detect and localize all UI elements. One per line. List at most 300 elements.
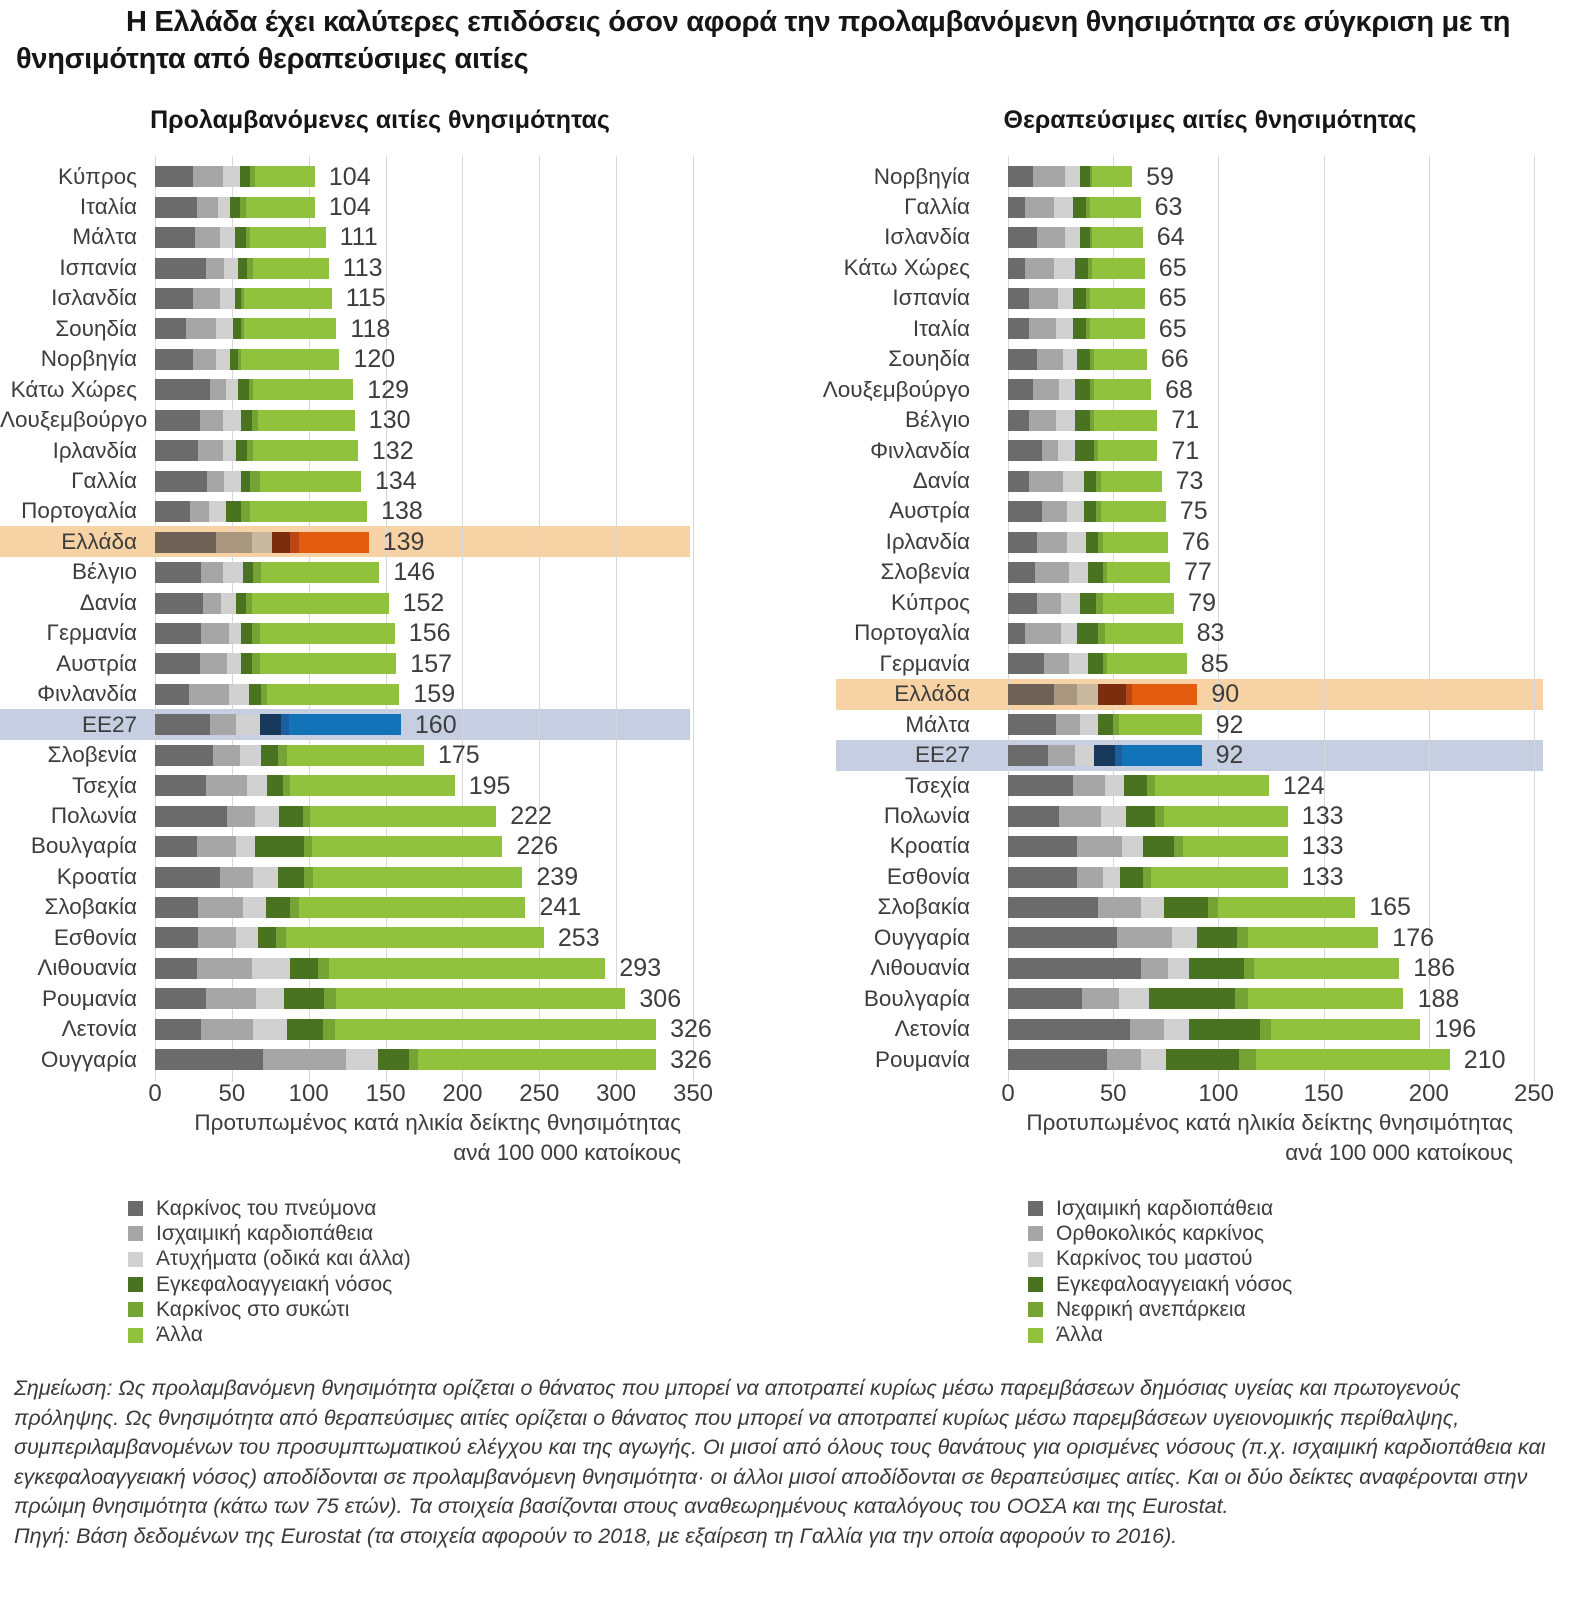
legend-label: Άλλα (1056, 1323, 1103, 1347)
country-label: Γαλλία (71, 468, 137, 493)
bar-segment (318, 958, 329, 979)
bar-value-label: 239 (536, 862, 579, 891)
country-label: Αυστρία (889, 498, 970, 524)
bar-segment (324, 988, 336, 1009)
bar-segment (1048, 745, 1075, 766)
country-label: Λιθουανία (870, 955, 970, 981)
bar-segment (1260, 1019, 1271, 1040)
bar-segment (198, 897, 243, 918)
bar-value-label: 66 (1160, 345, 1189, 374)
bar-segment (155, 532, 216, 553)
bar-segment (189, 684, 229, 705)
bar-segment (250, 227, 325, 248)
legend-label: Καρκίνος του μαστού (1056, 1247, 1253, 1271)
bar-segment (155, 806, 227, 827)
bar-segment (1008, 836, 1077, 857)
bar-segment (1044, 653, 1069, 674)
country-label: Λουξεμβούργο (0, 407, 148, 433)
bar-segment (290, 958, 318, 979)
legend-swatch-icon (1028, 1277, 1043, 1292)
legend-item (128, 1247, 411, 1272)
bar-row (1008, 258, 1145, 279)
bar-segment (1082, 988, 1120, 1009)
bar-segment (260, 471, 361, 492)
country-label: Ισλανδία (51, 285, 137, 311)
bar-segment (1056, 318, 1073, 339)
bar-segment (241, 623, 252, 644)
bar-segment (261, 745, 278, 766)
bar-segment (250, 471, 259, 492)
country-label: Σουηδία (888, 346, 970, 372)
country-label: Μάλτα (72, 224, 137, 250)
bar-row (1008, 653, 1187, 674)
legend-swatch-icon (1028, 1201, 1043, 1216)
x-tick-100: 100 (288, 1080, 329, 1107)
bar-segment (1098, 714, 1113, 735)
bar-row (155, 349, 340, 370)
bar-segment (155, 775, 206, 796)
bar-segment (1073, 318, 1086, 339)
bar-segment (1141, 958, 1168, 979)
bar-segment (1132, 684, 1197, 705)
bar-segment (201, 623, 229, 644)
country-label: Τσεχία (904, 772, 970, 798)
bar-segment (1008, 867, 1077, 888)
left-x-axis-label-line2: ανά 100 000 κατοίκους (453, 1140, 681, 1165)
bar-segment (155, 349, 193, 370)
bar-segment (1168, 958, 1189, 979)
bar-segment (216, 318, 233, 339)
bar-segment (1054, 684, 1077, 705)
bar-segment (304, 836, 312, 857)
x-tick-250: 250 (519, 1080, 560, 1107)
country-label: Φινλανδία (37, 681, 137, 707)
bar-value-label: 104 (328, 162, 371, 191)
bar-segment (233, 318, 241, 339)
legend-swatch-icon (128, 1302, 143, 1317)
bar-segment (1155, 775, 1269, 796)
country-label: Πορτογαλία (21, 498, 137, 524)
bar-segment (1063, 349, 1078, 370)
bar-row (1008, 593, 1174, 614)
x-tick-150: 150 (365, 1080, 406, 1107)
bar-segment (1008, 440, 1042, 461)
country-label: Εσθονία (886, 863, 970, 889)
bar-segment (1172, 927, 1197, 948)
legend-label: Ορθοκολικός καρκίνος (1056, 1221, 1265, 1245)
bar-segment (260, 714, 282, 735)
bar-segment (1075, 258, 1088, 279)
bar-segment (1008, 227, 1037, 248)
legend-label: Εγκεφαλοαγγειακή νόσος (156, 1272, 393, 1296)
country-label: Κροατία (889, 833, 970, 859)
bar-segment (252, 593, 389, 614)
country-label: Νορβηγία (40, 346, 137, 372)
bar-segment (1008, 775, 1073, 796)
bar-segment (155, 1019, 201, 1040)
bar-segment (1063, 471, 1084, 492)
bar-segment (409, 1049, 418, 1070)
legend-swatch-icon (128, 1226, 143, 1241)
bar-segment (155, 258, 206, 279)
bar-segment (267, 684, 399, 705)
bar-segment (1029, 288, 1058, 309)
bar-segment (236, 593, 245, 614)
bar-segment (1105, 775, 1124, 796)
bar-value-label: 133 (1301, 801, 1344, 830)
bar-segment (1075, 379, 1090, 400)
bar-segment (227, 806, 255, 827)
bar-value-label: 156 (408, 619, 451, 648)
bar-segment (201, 562, 223, 583)
bar-segment (1008, 806, 1059, 827)
bar-segment (155, 501, 190, 522)
bar-row (1008, 166, 1132, 187)
bar-segment (1067, 501, 1084, 522)
country-label: Ελλάδα (61, 528, 137, 554)
country-label: Πολωνία (883, 802, 970, 828)
bar-segment (1037, 532, 1066, 553)
bar-row (155, 471, 361, 492)
bar-segment (1025, 623, 1061, 644)
bar-segment (1025, 197, 1054, 218)
bar-row (155, 745, 424, 766)
bar-segment (310, 806, 496, 827)
bar-segment (206, 258, 224, 279)
bar-segment (1248, 927, 1378, 948)
bar-segment (1117, 927, 1172, 948)
bar-segment (1092, 258, 1145, 279)
bar-segment (1254, 958, 1399, 979)
bar-segment (246, 197, 315, 218)
bar-segment (193, 166, 222, 187)
legend-swatch-icon (128, 1328, 143, 1343)
bar-segment (1126, 806, 1155, 827)
bar-segment (255, 836, 304, 857)
bar-row (155, 775, 455, 796)
bar-segment (1248, 988, 1404, 1009)
bar-segment (1056, 410, 1075, 431)
legend-swatch-icon (128, 1201, 143, 1216)
bar-segment (1075, 410, 1090, 431)
bar-segment (260, 623, 395, 644)
bar-segment (203, 593, 221, 614)
bar-segment (236, 836, 254, 857)
country-label: Δανία (79, 589, 137, 615)
bar-segment (155, 1049, 263, 1070)
country-label: Ιταλία (912, 315, 970, 341)
legend-item (128, 1297, 411, 1322)
legend-item (1028, 1247, 1292, 1272)
bar-value-label: 79 (1188, 588, 1216, 617)
bar-segment (258, 927, 276, 948)
bar-segment (250, 501, 367, 522)
bar-segment (1119, 988, 1148, 1009)
bar-segment (1035, 562, 1069, 583)
bar-segment (1151, 867, 1288, 888)
bar-segment (255, 806, 280, 827)
bar-segment (378, 1049, 409, 1070)
bar-segment (1090, 288, 1145, 309)
country-label: ΕΕ27 (914, 742, 970, 768)
bar-segment (207, 471, 224, 492)
bar-row (1008, 410, 1157, 431)
bar-row (1008, 197, 1141, 218)
bar-segment (281, 714, 289, 735)
x-tick-0: 0 (148, 1080, 162, 1107)
bar-row (155, 532, 369, 553)
bar-row (1008, 379, 1151, 400)
bar-segment (252, 958, 290, 979)
country-label: Γαλλία (904, 193, 970, 219)
bar-segment (1073, 197, 1086, 218)
bar-row (155, 653, 396, 674)
bar-row (155, 806, 496, 827)
bar-segment (1008, 288, 1029, 309)
bar-segment (1090, 318, 1145, 339)
bar-value-label: 139 (382, 527, 425, 556)
bar-segment (216, 532, 251, 553)
country-label: Σουηδία (55, 315, 137, 341)
legend-label: Άλλα (156, 1323, 203, 1347)
bar-value-label: 65 (1158, 253, 1187, 282)
country-label: Ισπανία (892, 285, 970, 311)
legend-swatch-icon (1028, 1302, 1043, 1317)
bar-segment (1033, 379, 1058, 400)
bar-segment (1143, 836, 1175, 857)
bar-value-label: 85 (1200, 649, 1229, 678)
bar-segment (206, 775, 248, 796)
bar-segment (1008, 927, 1117, 948)
bar-row (1008, 532, 1168, 553)
bar-segment (220, 227, 235, 248)
bar-segment (206, 988, 257, 1009)
country-label: Ισπανία (59, 254, 137, 280)
bar-segment (290, 775, 454, 796)
bar-row (155, 1019, 656, 1040)
bar-segment (1086, 532, 1099, 553)
country-label: Νορβηγία (873, 163, 970, 189)
legend-label: Ατυχήματα (οδικά και άλλα) (156, 1247, 411, 1271)
bar-segment (266, 897, 291, 918)
country-label: Κύπρος (891, 589, 970, 615)
bar-value-label: 115 (345, 284, 386, 313)
bar-segment (1069, 653, 1088, 674)
bar-segment (1237, 927, 1248, 948)
bar-value-label: 63 (1154, 192, 1183, 221)
bar-segment (1103, 867, 1120, 888)
bar-segment (197, 958, 252, 979)
country-label: Ελλάδα (894, 681, 970, 707)
bar-value-label: 118 (350, 314, 391, 343)
x-tick-350: 350 (672, 1080, 714, 1107)
bar-segment (1166, 1049, 1240, 1070)
bar-row (155, 867, 522, 888)
bar-row (1008, 775, 1269, 796)
bar-value-label: 210 (1463, 1045, 1506, 1074)
bar-segment (1008, 714, 1056, 735)
bar-segment (186, 318, 217, 339)
bar-value-label: 253 (557, 923, 600, 952)
bar-segment (1073, 288, 1086, 309)
bar-segment (224, 258, 238, 279)
bar-segment (312, 836, 503, 857)
bar-row (1008, 1019, 1420, 1040)
bar-segment (155, 867, 220, 888)
bar-value-label: 71 (1171, 406, 1200, 435)
bar-value-label: 120 (353, 345, 396, 374)
bar-segment (197, 836, 237, 857)
country-label: Ουγγαρία (40, 1046, 137, 1072)
bar-value-label: 76 (1181, 527, 1210, 556)
bar-segment (1008, 349, 1037, 370)
bar-segment (235, 227, 246, 248)
legend-swatch-icon (128, 1277, 143, 1292)
bar-segment (210, 714, 236, 735)
source-text: Πηγή: Βάση δεδομένων της Eurostat (τα στοιχεία αφορούν το 2018, με εξαίρεση τη Γαλλία για την οποία αφορούν το 2016). (14, 1523, 1178, 1548)
bar-segment (286, 927, 544, 948)
bar-segment (1008, 623, 1025, 644)
bar-value-label: 222 (510, 801, 552, 830)
bar-segment (226, 379, 238, 400)
bar-segment (1056, 714, 1079, 735)
legend-item (1028, 1322, 1292, 1347)
bar-segment (1080, 593, 1097, 614)
bar-row (1008, 318, 1145, 339)
bar-value-label: 226 (516, 832, 559, 861)
bar-segment (1077, 684, 1098, 705)
bar-segment (223, 410, 241, 431)
bar-segment (200, 653, 228, 674)
bar-segment (155, 593, 203, 614)
footnotes (14, 1374, 1564, 1552)
country-label: Κάτω Χώρες (843, 254, 970, 280)
bar-segment (155, 988, 206, 1009)
bar-segment (198, 440, 223, 461)
bar-row (1008, 623, 1183, 644)
bar-value-label: 104 (328, 192, 371, 221)
country-label: Λουξεμβούργο (822, 376, 970, 402)
legend-label: Νεφρική ανεπάρκεια (1056, 1297, 1246, 1321)
bar-segment (1054, 197, 1073, 218)
bar-row (155, 593, 389, 614)
bar-segment (1037, 227, 1064, 248)
bar-segment (276, 927, 285, 948)
bar-value-label: 132 (371, 436, 414, 465)
country-label: Κάτω Χώρες (10, 376, 137, 402)
bar-segment (1042, 501, 1067, 522)
bar-segment (1029, 410, 1056, 431)
bar-value-label: 83 (1196, 619, 1225, 648)
bar-value-label: 130 (368, 406, 411, 435)
bar-segment (1164, 806, 1288, 827)
bar-segment (1094, 379, 1151, 400)
left-legend (128, 1196, 411, 1348)
bar-segment (1067, 532, 1086, 553)
bar-segment (1008, 593, 1037, 614)
bar-value-label: 196 (1434, 1015, 1477, 1044)
country-label: Σλοβενία (880, 559, 970, 585)
bar-segment (323, 1019, 335, 1040)
bar-segment (1077, 836, 1121, 857)
legend-label: Εγκεφαλοαγγειακή νόσος (1056, 1272, 1293, 1296)
country-label: Ρουμανία (41, 985, 137, 1011)
bar-segment (1103, 532, 1168, 553)
bar-segment (1143, 867, 1151, 888)
bar-segment (155, 410, 200, 431)
bar-value-label: 134 (375, 467, 417, 495)
bar-row (1008, 745, 1202, 766)
legend-label: Καρκίνος στο συκώτι (156, 1297, 350, 1321)
country-label: Αυστρία (56, 650, 137, 676)
country-label: Λετονία (894, 1016, 970, 1042)
bar-segment (1037, 349, 1062, 370)
legend-item (128, 1322, 411, 1347)
bar-segment (236, 927, 258, 948)
bar-segment (1077, 623, 1098, 644)
bar-value-label: 75 (1179, 497, 1208, 526)
bar-segment (1008, 258, 1025, 279)
bar-segment (260, 653, 397, 674)
bar-segment (1189, 1019, 1261, 1040)
bar-segment (155, 623, 201, 644)
bar-segment (236, 440, 247, 461)
bar-segment (1094, 349, 1147, 370)
bar-segment (155, 836, 197, 857)
bar-row (1008, 806, 1288, 827)
bar-segment (223, 166, 240, 187)
bar-segment (223, 440, 237, 461)
bar-segment (1141, 897, 1164, 918)
bar-value-label: 113 (342, 253, 383, 282)
bar-value-label: 188 (1417, 984, 1460, 1013)
bar-segment (247, 775, 267, 796)
bar-segment (241, 349, 339, 370)
bar-segment (1073, 775, 1105, 796)
bar-segment (290, 532, 299, 553)
bar-row (155, 410, 355, 431)
bar-segment (1008, 471, 1029, 492)
bar-segment (284, 988, 324, 1009)
bar-segment (221, 593, 236, 614)
bar-segment (155, 714, 210, 735)
bar-row (1008, 227, 1143, 248)
bar-row (155, 166, 315, 187)
legend-swatch-icon (1028, 1226, 1043, 1241)
bar-segment (243, 897, 266, 918)
bar-segment (1088, 653, 1103, 674)
bar-segment (1235, 988, 1248, 1009)
bar-value-label: 64 (1156, 223, 1185, 252)
bar-segment (255, 166, 315, 187)
bar-segment (155, 897, 198, 918)
bar-segment (1080, 166, 1091, 187)
bar-segment (1208, 897, 1219, 918)
bar-value-label: 157 (410, 649, 453, 678)
bar-segment (218, 197, 230, 218)
x-tick-200: 200 (1408, 1080, 1449, 1107)
x-tick-50: 50 (218, 1080, 246, 1107)
bar-segment (313, 867, 522, 888)
bar-segment (418, 1049, 656, 1070)
bar-segment (1008, 318, 1029, 339)
bar-segment (1122, 745, 1202, 766)
bar-segment (253, 258, 328, 279)
bar-segment (1008, 745, 1048, 766)
bar-value-label: 306 (639, 984, 682, 1013)
bar-segment (1197, 927, 1237, 948)
bar-value-label: 326 (670, 1015, 712, 1044)
